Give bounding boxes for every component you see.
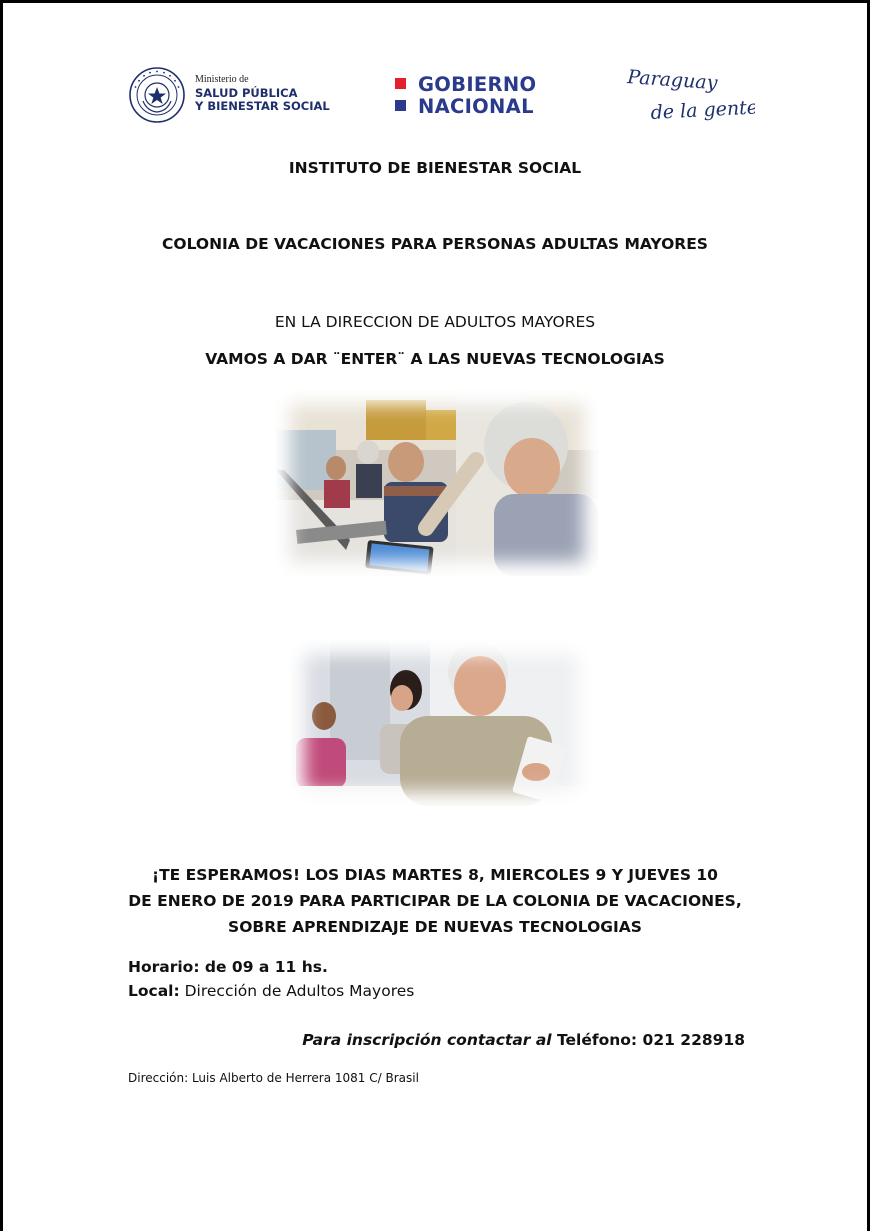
gobierno-nacional-logo — [395, 75, 555, 121]
invitation-line2: DE ENERO DE 2019 PARA PARTICIPAR DE LA COLONIA DE VACACIONES, — [128, 892, 742, 910]
schedule-text: Horario: de 09 a 11 hs. — [128, 958, 328, 976]
local-value: Dirección de Adultos Mayores — [179, 982, 415, 1000]
slogan-heading: VAMOS A DAR ¨ENTER¨ A LAS NUEVAS TECNOLOGIAS — [205, 350, 665, 368]
contact-prefix: Para inscripción contactar al — [302, 1031, 552, 1049]
ministerio-prefix: Ministerio de — [195, 74, 249, 85]
gobierno-line1: GOBIERNO — [418, 73, 537, 96]
address-text: Dirección: Luis Alberto de Herrera 1081 C/ Brasil — [128, 1071, 419, 1085]
ministerio-logo — [129, 65, 349, 127]
flyer-page — [3, 3, 867, 1231]
svg-text:de la gente: de la gente — [650, 96, 755, 124]
local-text — [128, 982, 414, 1000]
invitation-line3: SOBRE APRENDIZAJE DE NUEVAS TECNOLOGIAS — [228, 918, 642, 936]
contact-line — [302, 1031, 745, 1049]
contact-phone: Teléfono: 021 228918 — [551, 1031, 745, 1049]
senior-man-tablet-photo — [290, 640, 592, 806]
colony-heading: COLONIA DE VACACIONES PARA PERSONAS ADULTAS MAYORES — [162, 235, 708, 253]
svg-text:Paraguay: Paraguay — [626, 66, 719, 95]
institute-heading: INSTITUTO DE BIENESTAR SOCIAL — [288, 159, 582, 177]
direction-heading: EN LA DIRECCION DE ADULTOS MAYORES — [274, 313, 596, 331]
red-square-icon — [395, 78, 406, 89]
paraguay-de-la-gente-logo — [625, 61, 755, 133]
invitation-line1: ¡TE ESPERAMOS! LOS DIAS MARTES 8, MIERCOLES 9 Y JUEVES 10 — [152, 866, 718, 884]
seniors-tablet-photo — [276, 390, 598, 576]
gobierno-line2: NACIONAL — [418, 95, 534, 118]
blue-square-icon — [395, 100, 406, 111]
republic-seal-icon — [129, 67, 185, 123]
ministerio-line1: SALUD PÚBLICA — [195, 86, 298, 100]
ministerio-line2: Y BIENESTAR SOCIAL — [195, 99, 330, 113]
local-label: Local: — [128, 982, 180, 1000]
